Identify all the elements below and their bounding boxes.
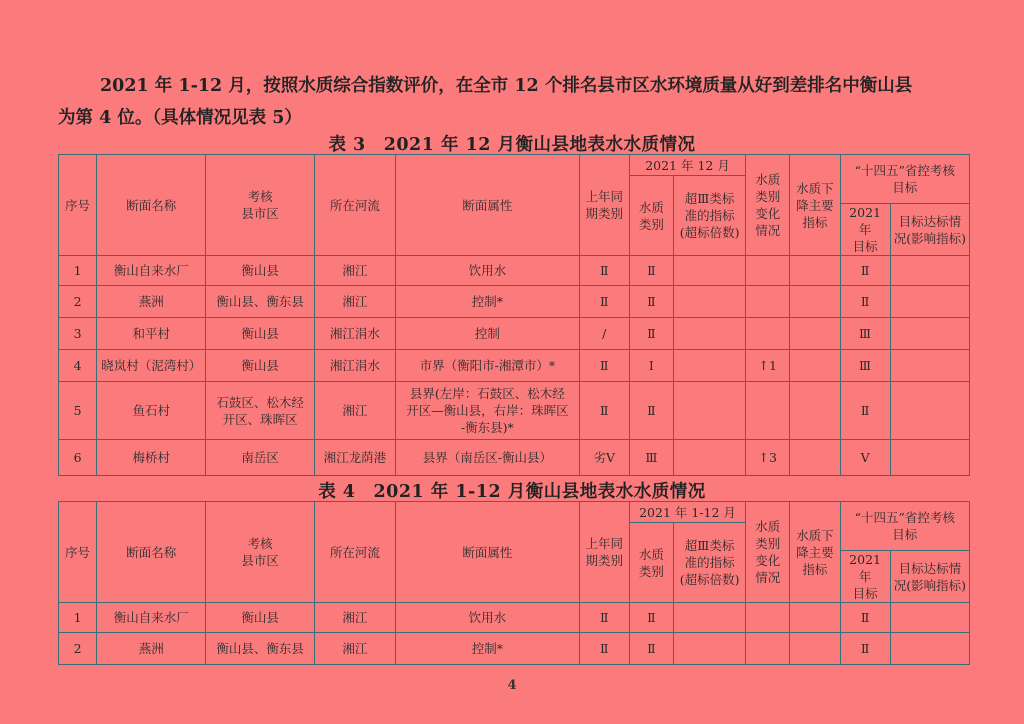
header-exceed: 超Ⅲ类标 准的指标 (超标倍数) <box>673 176 745 256</box>
table-cell <box>890 286 969 318</box>
table-cell: 3 <box>59 318 97 350</box>
header-target: “十四五”省控考核 目标 <box>840 502 970 551</box>
table-cell <box>746 256 790 286</box>
table-cell: Ⅱ <box>629 633 673 665</box>
header-period: 2021 年 1-12 月 <box>629 502 745 523</box>
table-cell: 湘江 <box>314 603 395 633</box>
table-cell <box>746 633 790 665</box>
header-change: 水质 类别 变化 情况 <box>746 155 790 256</box>
header-seq: 序号 <box>59 502 97 603</box>
table-cell: 5 <box>59 382 97 440</box>
table-cell: 4 <box>59 350 97 382</box>
header-county: 考核 县市区 <box>206 502 314 603</box>
table-cell: 湘江 <box>314 382 395 440</box>
table-cell <box>673 286 745 318</box>
table-cell <box>790 603 840 633</box>
table-cell <box>673 256 745 286</box>
table-cell: 衡山县 <box>206 318 314 350</box>
table-cell: 燕洲 <box>97 633 206 665</box>
table-cell: 湘江龙荫港 <box>314 440 395 476</box>
header-prev: 上年同 期类别 <box>579 155 629 256</box>
table-row <box>59 256 970 286</box>
table-cell: 6 <box>59 440 97 476</box>
table-cell <box>890 633 969 665</box>
table-cell: 县界（南岳区-衡山县） <box>396 440 580 476</box>
table-cell: 梅桥村 <box>97 440 206 476</box>
table3 <box>58 154 970 476</box>
table-cell: 县界(左岸：石鼓区、松木经 开区—衡山县，右岸：珠晖区 -衡东县)* <box>396 382 580 440</box>
table-cell: 控制 <box>396 318 580 350</box>
header-drop: 水质下 降主要 指标 <box>790 155 840 256</box>
table-cell: 湘江 <box>314 256 395 286</box>
table-cell <box>746 603 790 633</box>
intro-line-2: 为第 4 位。（具体情况见表 5） <box>58 108 302 128</box>
table-cell: 2 <box>59 286 97 318</box>
table-cell <box>890 603 969 633</box>
header-target-status: 目标达标情 况(影响指标) <box>890 204 969 256</box>
header-attr: 断面属性 <box>396 155 580 256</box>
table-cell: Ⅱ <box>629 603 673 633</box>
table-cell: 湘江涓水 <box>314 350 395 382</box>
header-quality: 水质 类别 <box>629 176 673 256</box>
table-row <box>59 350 970 382</box>
table-cell: Ⅰ <box>629 350 673 382</box>
table-cell: 饮用水 <box>396 603 580 633</box>
table-cell <box>746 382 790 440</box>
table3-caption: 表 3 2021 年 12 月衡山县地表水水质情况 <box>328 135 696 155</box>
table-cell <box>673 633 745 665</box>
table-cell: Ⅱ <box>840 256 890 286</box>
intro-paragraph <box>58 70 978 134</box>
table-cell <box>890 382 969 440</box>
table-cell: ↑3 <box>746 440 790 476</box>
table-cell: Ⅱ <box>579 633 629 665</box>
header-target-2021: 2021 年 目标 <box>840 551 890 603</box>
table-cell: 控制* <box>396 286 580 318</box>
header-quality: 水质 类别 <box>629 523 673 603</box>
table-row <box>59 633 970 665</box>
table-cell: 衡山县、衡东县 <box>206 286 314 318</box>
table-cell <box>790 382 840 440</box>
header-river: 所在河流 <box>314 155 395 256</box>
table-cell: Ⅲ <box>840 350 890 382</box>
table-cell: Ⅱ <box>579 286 629 318</box>
table-cell: 市界（衡阳市-湘潭市）* <box>396 350 580 382</box>
table-row <box>59 286 970 318</box>
table-cell <box>746 286 790 318</box>
table-cell <box>746 318 790 350</box>
table-cell: 衡山县 <box>206 603 314 633</box>
table-cell: 衡山自来水厂 <box>97 603 206 633</box>
table-cell: / <box>579 318 629 350</box>
header-name: 断面名称 <box>97 155 206 256</box>
table-cell: Ⅲ <box>629 440 673 476</box>
table-cell: Ⅱ <box>840 286 890 318</box>
table-cell: 衡山自来水厂 <box>97 256 206 286</box>
table-cell: 衡山县 <box>206 350 314 382</box>
table-cell <box>673 318 745 350</box>
header-target-2021: 2021 年 目标 <box>840 204 890 256</box>
table-cell: 1 <box>59 603 97 633</box>
table-cell: 燕洲 <box>97 286 206 318</box>
table-cell <box>890 350 969 382</box>
table-cell: 湘江 <box>314 286 395 318</box>
table-cell: Ⅱ <box>629 318 673 350</box>
table-cell: Ⅱ <box>629 286 673 318</box>
table4 <box>58 501 970 665</box>
table-row <box>59 318 970 350</box>
table-row <box>59 440 970 476</box>
header-period: 2021 年 12 月 <box>629 155 745 176</box>
table-cell: 衡山县 <box>206 256 314 286</box>
table-cell: 湘江 <box>314 633 395 665</box>
header-change: 水质 类别 变化 情况 <box>746 502 790 603</box>
table-cell <box>790 318 840 350</box>
table-cell <box>790 350 840 382</box>
table-cell: 控制* <box>396 633 580 665</box>
table-cell: Ⅱ <box>629 382 673 440</box>
header-target-status: 目标达标情 况(影响指标) <box>890 551 969 603</box>
table-cell <box>890 440 969 476</box>
header-name: 断面名称 <box>97 502 206 603</box>
table-cell: Ⅱ <box>579 603 629 633</box>
table-cell: Ⅱ <box>840 633 890 665</box>
table-cell: Ⅲ <box>840 318 890 350</box>
table-cell <box>673 440 745 476</box>
table-cell: ↑1 <box>746 350 790 382</box>
table-cell: 衡山县、衡东县 <box>206 633 314 665</box>
table-cell: Ⅱ <box>840 603 890 633</box>
table-row <box>59 603 970 633</box>
table-row <box>59 382 970 440</box>
table-cell: 晓岚村（泥湾村） <box>97 350 206 382</box>
header-county: 考核 县市区 <box>206 155 314 256</box>
table-cell <box>673 382 745 440</box>
table-cell: 劣Ⅴ <box>579 440 629 476</box>
header-seq: 序号 <box>59 155 97 256</box>
header-attr: 断面属性 <box>396 502 580 603</box>
table-cell: 2 <box>59 633 97 665</box>
header-target: “十四五”省控考核 目标 <box>840 155 970 204</box>
table-cell: Ⅱ <box>579 350 629 382</box>
table-cell <box>890 256 969 286</box>
table-cell: 湘江涓水 <box>314 318 395 350</box>
table-cell: Ⅱ <box>629 256 673 286</box>
table-cell <box>890 318 969 350</box>
header-river: 所在河流 <box>314 502 395 603</box>
table-cell: 鱼石村 <box>97 382 206 440</box>
header-drop: 水质下 降主要 指标 <box>790 502 840 603</box>
table-cell: 饮用水 <box>396 256 580 286</box>
intro-line-1: 2021 年 1-12 月，按照水质综合指数评价，在全市 12 个排名县市区水环境质量从好到差排名中衡山县 <box>100 76 913 96</box>
table-cell <box>790 256 840 286</box>
table-cell: Ⅴ <box>840 440 890 476</box>
header-exceed: 超Ⅲ类标 准的指标 (超标倍数) <box>673 523 745 603</box>
table-cell: 和平村 <box>97 318 206 350</box>
table-cell <box>790 440 840 476</box>
table-cell: Ⅱ <box>840 382 890 440</box>
table-cell <box>673 603 745 633</box>
table-cell: 南岳区 <box>206 440 314 476</box>
header-prev: 上年同 期类别 <box>579 502 629 603</box>
page-number: 4 <box>507 678 517 693</box>
table-cell <box>790 633 840 665</box>
table-cell: Ⅱ <box>579 256 629 286</box>
table-cell <box>673 350 745 382</box>
table-cell: 1 <box>59 256 97 286</box>
table-cell: 石鼓区、松木经 开区、珠晖区 <box>206 382 314 440</box>
table4-caption: 表 4 2021 年 1-12 月衡山县地表水水质情况 <box>318 482 706 502</box>
table-cell: Ⅱ <box>579 382 629 440</box>
table-cell <box>790 286 840 318</box>
